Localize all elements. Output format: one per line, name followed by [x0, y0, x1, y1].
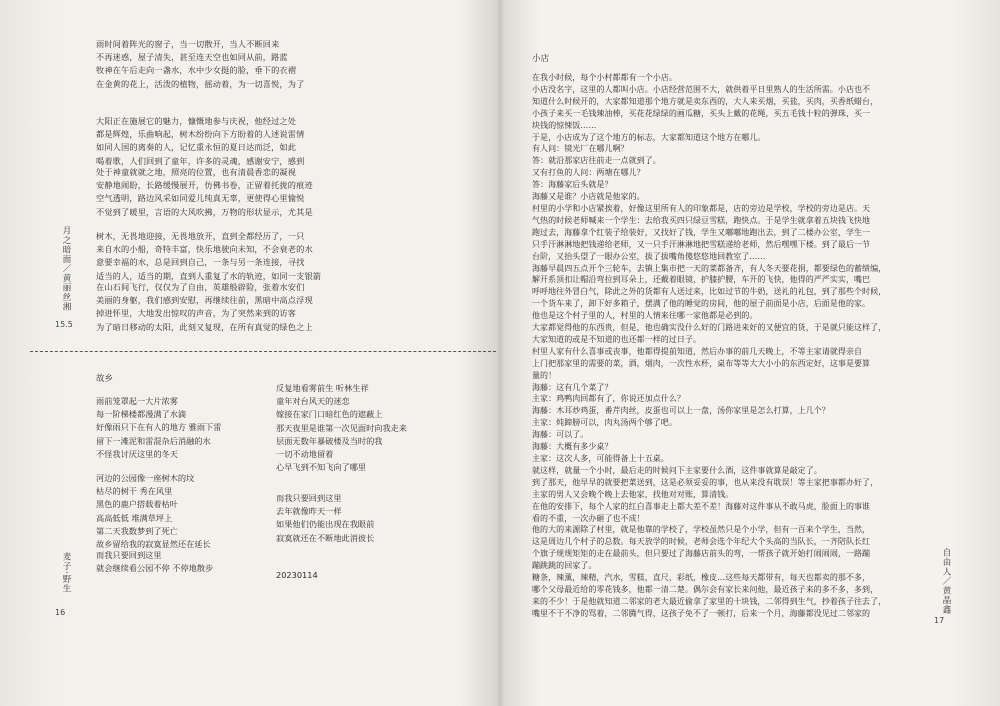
side-number: 15.5 [55, 320, 73, 329]
poem-stanza: 河边的公园像一座树木的坟 枯尽的树干 秀在风里 黑色的鹿户搭载着枯叶 高高低低 堆满草坪上 第二天我数梦到了死亡 故乡留给我的寂寞显然还在延长 [96, 473, 211, 550]
poem-date: 20230114 [276, 570, 318, 580]
poem-paragraph: 处于神童就就之地，照亮的位置，也有清晨香恋的凝视 安静地闹盼，长路缓慢展开，仿佛书卷，正留着托拢的痕迹 空气透明，路边风采如同爱儿纯真无辜，更使得心里愉悦 不觉到了暖里，言语的大风吹拂，万物的形状显示，尤其是 [96, 167, 313, 217]
poem-paragraph: 树木，无畏地迎接，无畏地放开，直到全都经历了，一只 来自水的小船，奇特丰富，快乐地驶向未知，不会衰老的水 意要幸福的水，总是回到自己，一条与另一条连接，寻找 适当的人，适当的期，直到人重复了水的轨迹，如同一支银箭 [96, 231, 322, 281]
author-side-label: 麦子·野生 [61, 552, 71, 594]
poem-paragraph: 大阳正在施展它的魅力，慷慨地参与庆祝，他经过之处 都是辉煌，乐曲响起，树木纷纷向下方盼着的人述说雷情 如同人国的离奏的人，记忆重永恒的夏日达而泛，如此 喝着歌，人们回到了童年，许多的灵魂，感谢安宁，感到 [96, 116, 305, 166]
right-page [504, 0, 1000, 706]
page-number: 16 [55, 608, 66, 617]
poem-stanza: 雨前笼罩起一大片浓雾 每一阶梯楼都漫满了水滴 好像雨只下在有人的地方 雅雨下雷 留下一滩泥和雷混杂后消融的水 不怪我讨厌这里的冬天 [96, 396, 222, 459]
poem-paragraph: 雨时间着阵光的窗子，当一切散开，当人不断回来 不再迷惑，屋子清失，甚至连天空也如同从前，路蓝 牧神在午后走向一盏水，水中少女挺的脸，垂下的衣褶 在金黄的花上，活泼的植物，摇动着，为一切喜悦，为了 [96, 39, 305, 89]
story-body: 在我小时候，每个小村都都有一个小店。 小店没名字，这里的人都叫小店。小店经营范围不大，就供着平日里熟人的生活所需。小店也不 知道什么时候开的，大家都知道那个地方就是卖东西的，大人来买烟，买盐，买肉，买香纸蜡台， 小孩子来买一毛钱辣油棒，买花花绿绿的画瓜糖，买头上戴的花绳，买五毛钱十粒的弹珠，买一 块钱的惊悚饭…… 于是，小店成为了这个地方的标志，大家都知道这个地方在哪儿。 有人问：镜光厂在哪儿啊？ 答：就沿那家店往前走一点就到了。 又有打鱼的人问：两塘在哪儿？ 答：海藤家后头就是？ 海藤又是谁？小店就是他家的。 村里的小学和小店紧挨着，好像这里所有人的印象都是，店的旁边是学校，学校的旁边是店。天 气热的时候老师喊来一个学生：去给我买四只绿豆雪糕，跑快点。于是学生就拿着五块钱飞快地 跑过去，海藤拿个红装子给装好，又找好了钱，学生又嘟嘟地跑出去，到了二楼办公室，学生一 只手汗淋淋地把钱递给老师，又一只手汗淋淋地把雪糕递给老师，然后嘿嘿下楼。到了最后一节 台阶，又抬头望了一眼办公室，拔了拔嘴角傻悠悠地回教室了…… 海藤早晨四五点开个三轮车，去镇上集市把一天的菜都备齐，有人冬天要花捐，都要绿色的蓄绩编， 解开系顶扣让帽沿弯拉到耳朵上，还戴着眼镜，护膝护腰，车开的飞快，他得的严严实实，嘴巴 呼呼地往外冒白气，除此之外的货都有人送过来，比如过节的牛奶，送礼的礼包，到了那些个时候， 一个货车来了，卸下好多箱子，摆满了他的睡觉的房间，他的屋子前面是小店，后面是他的家。 他也是这个村子里的人，村里的人情来往哪一家他都是必到的。 大家都觉得他的东西贵，但是，他也确实没什么好的门路进来好的又便宜的货，于是就只能这样了， 大家知道的或是不知道的也还都一样的过日子。 村里人家有什么喜事或丧事，他都得提前知道，然后办事的前几天晚上，不等主家请就得亲自 上门把那家里的需要的菜，酒，烟肉，一次性水杯，桌布等等大大小小的东西定好，这事是要算 量的！ 海藤：这有几个菜了？ 主家：鸡鸭肉回都有了，你说还加点什么？ 海藤：木耳炒鸡蛋，番芹肉丝，皮蛋也可以上一盘，汤你家里是怎么打算，上几个？ 主家：炖蹄膀可以，肉丸汤两个够了吧。 海藤：可以了。 海藤：大概有多少桌？ 主家：这次人多，可能得备上十五桌。 就这样，就量一个小时，最后走的时候问下主家要什么酒，这件事就算是敲定了。 到了那天，他早早的就要把菜送到，这是必须妥妥的事，也从来没有耽误！等主家把事都办好了， 主家的男人又会晚个晚上去他家，找他对对账，算清钱。 在他的安排下，每个人家的红白喜事走上都大差不差！海藤对这件事从不敢马虎，脸面上的事谁 看的不重，一次办砸了也不成！ 他的大的来源除了村里，就是他靠的学校了，学校虽然只是个小学，但有一百来个学生，当然， 这是周边几个村子的总数。每天放学的时候，老师会选个年纪大个头高的当队长，一齐陪队长红 个旗子规规矩矩的走在最前头，但只要过了海藤店前头的弯，一帮孩子就开始打闹闹闹，一路蹦 蹦跳跳的回家了。 糖条，辣薰，辣精，汽水，雪糕，直尺，彩纸，橡皮…这些每天都带有，每天也都卖的那不多， 哪个父母最近给的零花钱多，他都一清二楚。偶尔会有家长来问他，最近孩子来的多不多，多到， 来的不少！于是他就知道二邻家的老大最近偷拿了家里的十块钱，二邻得到生气，抄着孩子往去了， 嘴里不干不净的骂着，二邻腾气得，这孩子免不了一顿打，后来一个月，海藤都没见过二邻家的 [532, 73, 887, 618]
dashed-divider [30, 351, 496, 352]
poem-stanza: 而我只要回到这里 去年就像昨天一样 如果他们仍能出现在我眼前 寂寞就还在不断地此消彼长 [276, 493, 375, 543]
story-title: 小店 [532, 54, 550, 64]
poem-stanza: 而我只要回到这里 就会继续看公园不停 不停地散步 [96, 550, 214, 574]
poem-stanza: 反复地看雾前生 听林生祥 童年对台风天的迷恋 嫁接在家门口暗红色的遮蔽上 那天夜里是谁第一次见面时向我走来 层面无数年暴破楼及当时的我 一切不动地留着 心早飞到不知飞向了哪里 [276, 383, 408, 473]
poem-title: 故乡 [96, 374, 114, 384]
left-page [0, 0, 496, 706]
author-side-label: 月之暗面／黄丽丝湘 [61, 226, 71, 312]
page-number: 17 [934, 616, 945, 625]
author-side-label: 自由人／黄晶鑫 [941, 548, 951, 615]
poem-paragraph: 在山石间飞行，仅仅为了自由，英雄般辟险，张着水安们 美丽的身躯，我们感到安慰，再继续往前，黑暗中高点浮现 掉进怀里，大地发出惊叹的声音，为了突然来到的访客 为了暗日移动的太阳，此刻又复现，在所有真觉的绿色之上 [96, 282, 313, 332]
